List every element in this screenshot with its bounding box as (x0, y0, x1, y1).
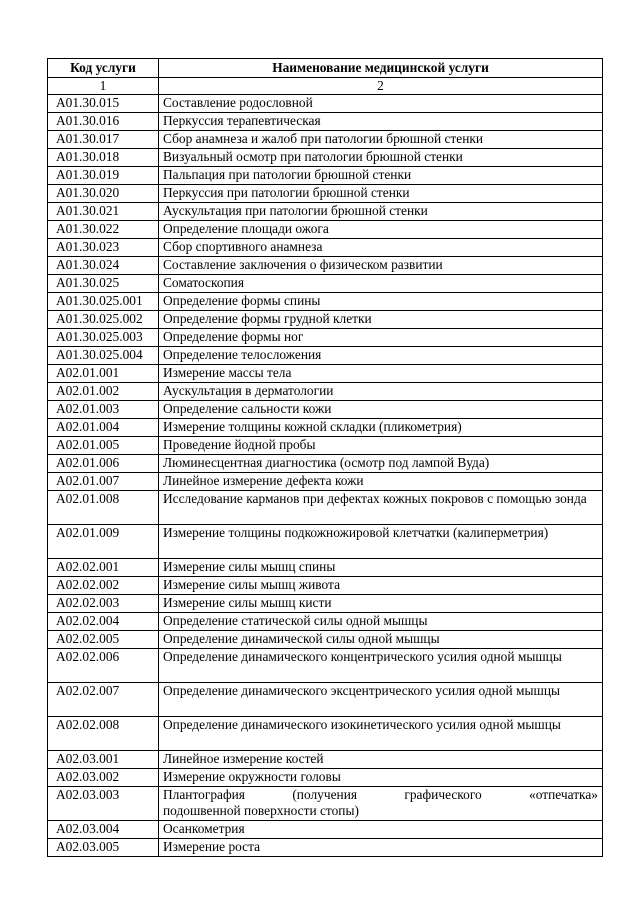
table-header-row (48, 59, 603, 78)
service-code: A02.01.004 (48, 419, 159, 437)
service-name: Линейное измерение костей (159, 751, 603, 769)
table-row (48, 649, 603, 683)
service-name: Исследование карманов при дефектах кожных покровов с помощью зонда (159, 491, 603, 525)
table-row (48, 257, 603, 275)
service-code: A02.02.002 (48, 577, 159, 595)
service-name: Проведение йодной пробы (159, 437, 603, 455)
service-code: A01.30.025 (48, 275, 159, 293)
service-code: A02.02.003 (48, 595, 159, 613)
service-code: A02.01.002 (48, 383, 159, 401)
service-code: A02.02.004 (48, 613, 159, 631)
table-row (48, 839, 603, 857)
table-row (48, 769, 603, 787)
service-name: Измерение силы мышц кисти (159, 595, 603, 613)
table-row (48, 221, 603, 239)
service-name: Перкуссия терапевтическая (159, 113, 603, 131)
service-name: Измерение толщины кожной складки (пликометрия) (159, 419, 603, 437)
table-row (48, 631, 603, 649)
service-code: A01.30.015 (48, 95, 159, 113)
table-row (48, 613, 603, 631)
service-name: Составление родословной (159, 95, 603, 113)
table-row (48, 167, 603, 185)
service-code: A02.01.003 (48, 401, 159, 419)
service-code: A02.02.008 (48, 717, 159, 751)
service-name: Определение площади ожога (159, 221, 603, 239)
service-name: Визуальный осмотр при патологии брюшной стенки (159, 149, 603, 167)
column-number-code: 1 (48, 78, 159, 95)
service-name: Определение динамического концентрического усилия одной мышцы (159, 649, 603, 683)
table-body (48, 78, 603, 857)
service-name: Сбор анамнеза и жалоб при патологии брюшной стенки (159, 131, 603, 149)
service-code: A02.01.007 (48, 473, 159, 491)
service-code: A02.02.006 (48, 649, 159, 683)
table-row (48, 131, 603, 149)
table-row (48, 401, 603, 419)
service-name: Осанкометрия (159, 821, 603, 839)
service-code: A02.03.002 (48, 769, 159, 787)
service-name: Измерение силы мышц живота (159, 577, 603, 595)
service-code: A01.30.016 (48, 113, 159, 131)
table-row (48, 419, 603, 437)
service-name: Линейное измерение дефекта кожи (159, 473, 603, 491)
service-code: A02.03.001 (48, 751, 159, 769)
table-row (48, 821, 603, 839)
service-code: A01.30.023 (48, 239, 159, 257)
service-code: A01.30.022 (48, 221, 159, 239)
table-row (48, 751, 603, 769)
service-name (159, 787, 603, 821)
table-row (48, 293, 603, 311)
table-row (48, 491, 603, 525)
service-name: Определение динамического эксцентрического усилия одной мышцы (159, 683, 603, 717)
service-name: Определение формы спины (159, 293, 603, 311)
service-code: A02.03.005 (48, 839, 159, 857)
service-code: A01.30.020 (48, 185, 159, 203)
table-row (48, 347, 603, 365)
service-name: Сбор спортивного анамнеза (159, 239, 603, 257)
table-row (48, 559, 603, 577)
service-name: Составление заключения о физическом развитии (159, 257, 603, 275)
service-name: Пальпация при патологии брюшной стенки (159, 167, 603, 185)
table-row (48, 149, 603, 167)
service-code: A02.01.005 (48, 437, 159, 455)
table-row (48, 185, 603, 203)
service-name: Определение сальности кожи (159, 401, 603, 419)
table-row (48, 455, 603, 473)
service-code: A02.02.007 (48, 683, 159, 717)
column-number-row (48, 78, 603, 95)
service-name: Аускультация при патологии брюшной стенки (159, 203, 603, 221)
service-code: A02.03.003 (48, 787, 159, 821)
service-name: Аускультация в дерматологии (159, 383, 603, 401)
service-code: A01.30.025.001 (48, 293, 159, 311)
table-row (48, 787, 603, 821)
header-code: Код услуги (48, 59, 159, 78)
service-name: Измерение силы мышц спины (159, 559, 603, 577)
service-name: Определение формы ног (159, 329, 603, 347)
table-row (48, 473, 603, 491)
service-code: A02.02.001 (48, 559, 159, 577)
service-code: A02.01.006 (48, 455, 159, 473)
service-code: A01.30.021 (48, 203, 159, 221)
table-row (48, 717, 603, 751)
table-row (48, 95, 603, 113)
service-name: Соматоскопия (159, 275, 603, 293)
service-name: Измерение роста (159, 839, 603, 857)
service-code: A01.30.025.003 (48, 329, 159, 347)
table-row (48, 311, 603, 329)
service-name: Измерение массы тела (159, 365, 603, 383)
service-code: A01.30.025.004 (48, 347, 159, 365)
service-name: Определение формы грудной клетки (159, 311, 603, 329)
service-name-line-1: Плантография (получения графического «отпечатка» (163, 787, 598, 802)
service-name: Перкуссия при патологии брюшной стенки (159, 185, 603, 203)
service-name-line-2: подошвенной поверхности стопы) (163, 803, 359, 818)
service-code: A02.02.005 (48, 631, 159, 649)
service-code: A01.30.017 (48, 131, 159, 149)
table-row (48, 595, 603, 613)
service-name: Измерение окружности головы (159, 769, 603, 787)
service-code: A01.30.024 (48, 257, 159, 275)
service-code: A02.01.009 (48, 525, 159, 559)
table-row (48, 577, 603, 595)
table-row (48, 239, 603, 257)
table-row (48, 683, 603, 717)
table-row (48, 383, 603, 401)
service-code: A01.30.025.002 (48, 311, 159, 329)
service-code: A02.01.008 (48, 491, 159, 525)
table-row (48, 203, 603, 221)
header-name: Наименование медицинской услуги (159, 59, 603, 78)
column-number-name: 2 (159, 78, 603, 95)
service-name: Определение динамической силы одной мышцы (159, 631, 603, 649)
service-name: Люминесцентная диагностика (осмотр под лампой Вуда) (159, 455, 603, 473)
table-row (48, 113, 603, 131)
table-row (48, 365, 603, 383)
table-row (48, 329, 603, 347)
table-row (48, 275, 603, 293)
service-name: Определение статической силы одной мышцы (159, 613, 603, 631)
services-table (47, 58, 603, 857)
table-row (48, 437, 603, 455)
table-row (48, 525, 603, 559)
service-name: Измерение толщины подкожножировой клетчатки (калиперметрия) (159, 525, 603, 559)
service-code: A01.30.019 (48, 167, 159, 185)
service-code: A02.03.004 (48, 821, 159, 839)
service-name: Определение динамического изокинетического усилия одной мышцы (159, 717, 603, 751)
service-code: A02.01.001 (48, 365, 159, 383)
service-code: A01.30.018 (48, 149, 159, 167)
service-name: Определение телосложения (159, 347, 603, 365)
